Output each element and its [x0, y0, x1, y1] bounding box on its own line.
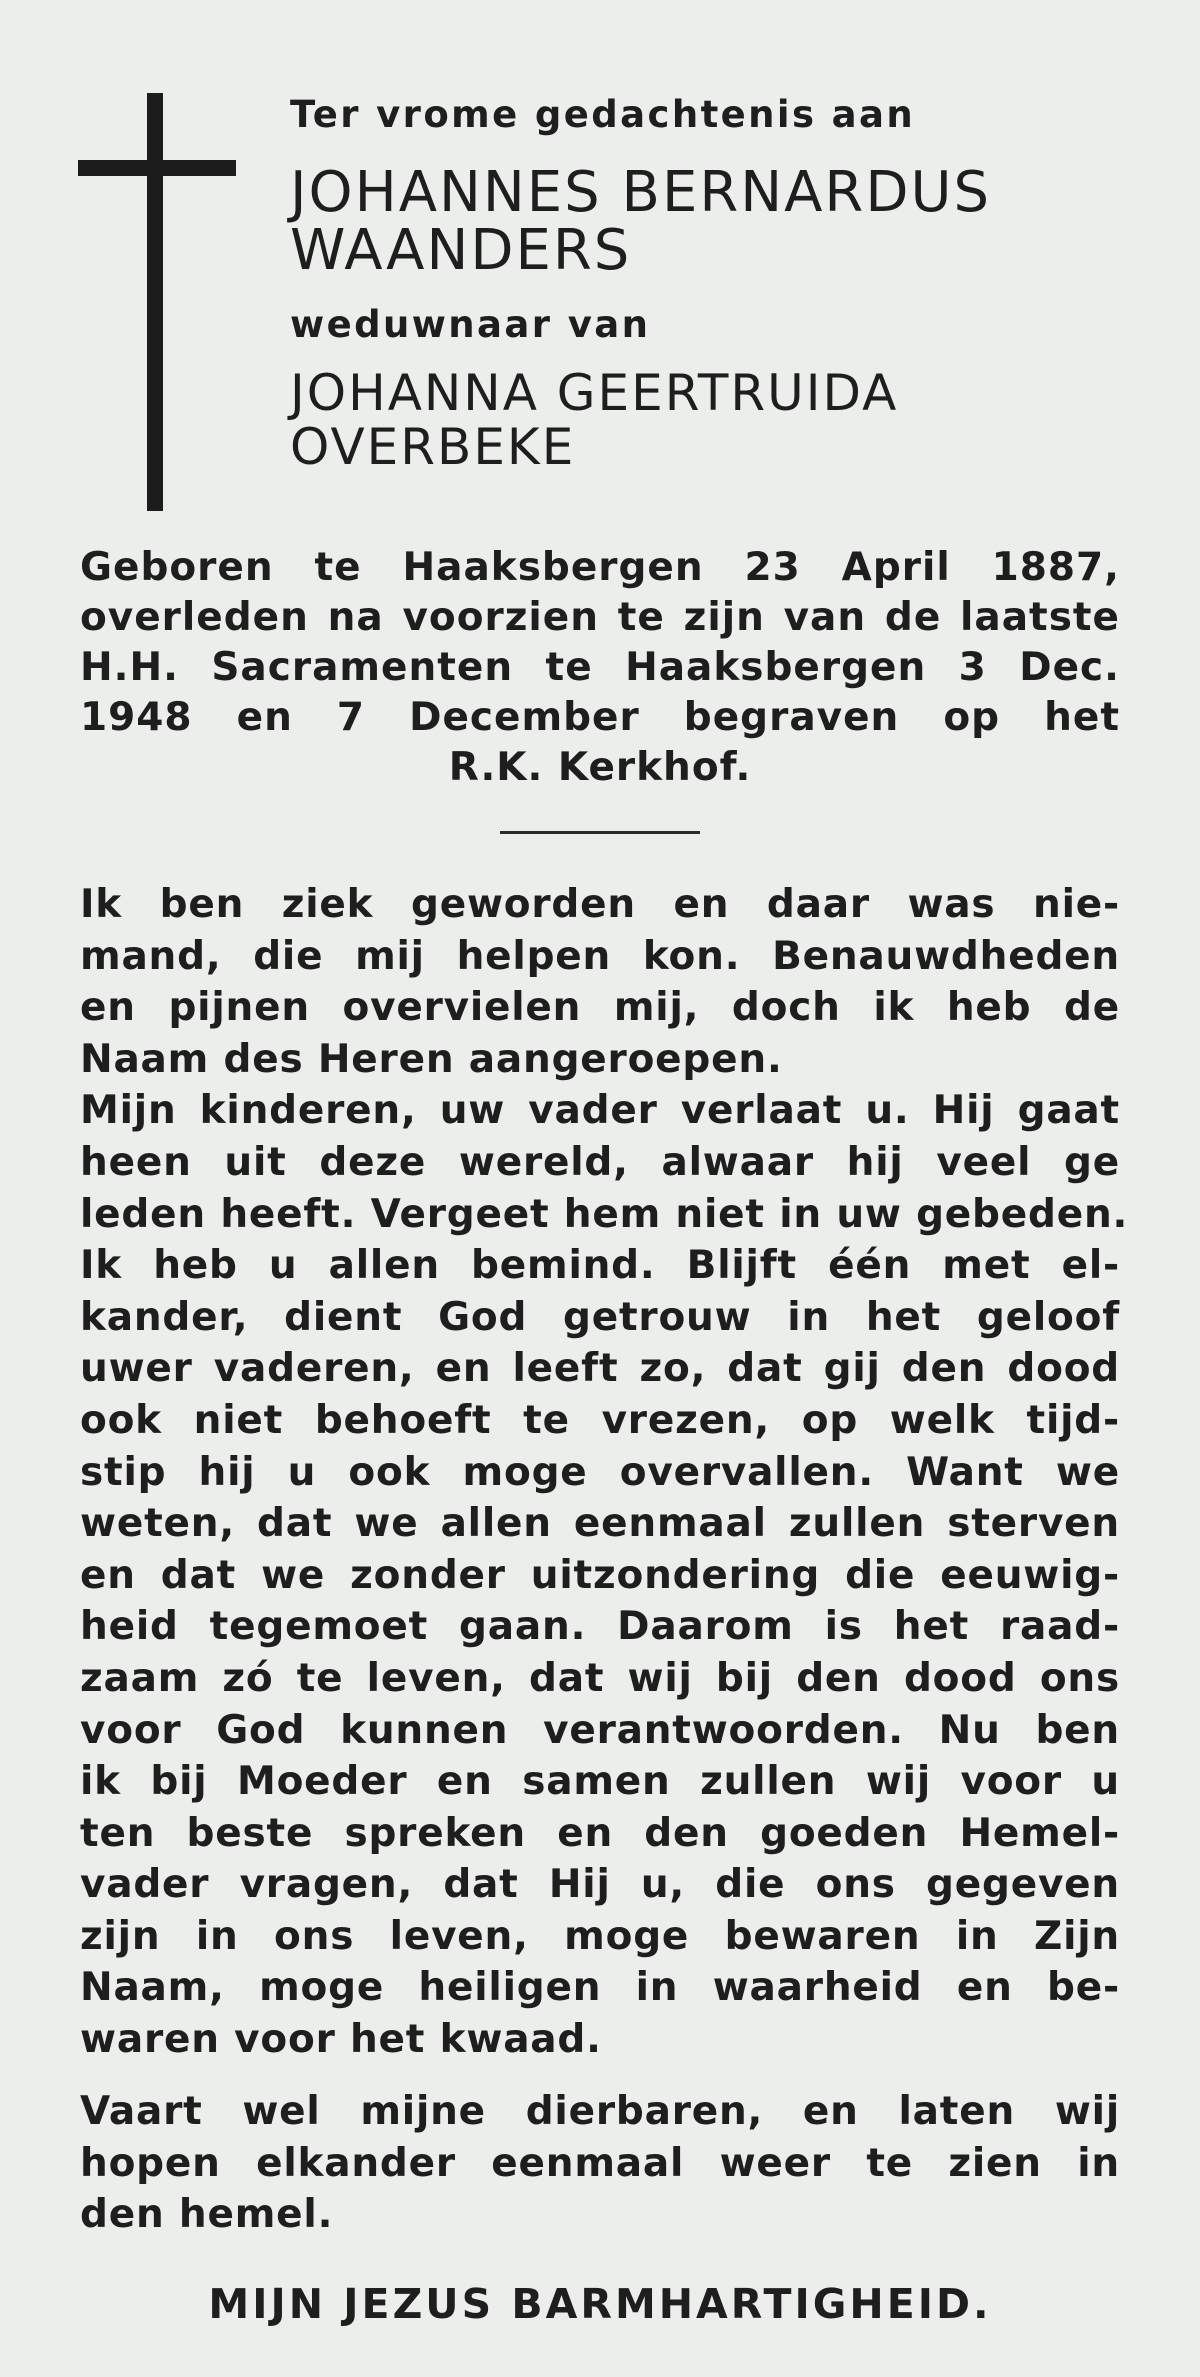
birth-line: 1948 en 7 December begraven op het — [80, 695, 1120, 740]
text-line: heen uit deze wereld, alwaar hij veel ge — [80, 1139, 1120, 1185]
birth-line: overleden na voorzien te zijn van de laatste — [80, 595, 1120, 640]
text-line: waren voor het kwaad. — [80, 2017, 602, 2063]
spouse-name-line1: JOHANNA GEERTRUIDA — [290, 364, 899, 422]
birth-death-details — [80, 543, 1120, 793]
text-line: ten beste spreken en den goeden Hemel- — [80, 1810, 1120, 1856]
birth-line: Geboren te Haaksbergen 23 April 1887, — [80, 545, 1120, 590]
farewell-line: den hemel. — [80, 2192, 334, 2238]
text-line: zijn in ons leven, moge bewaren in Zijn — [80, 1913, 1120, 1959]
deceased-name-line2: WAANDERS — [290, 218, 632, 283]
text-line: ik bij Moeder en samen zullen wij voor u — [80, 1759, 1120, 1805]
text-line: stip hij u ook moge overvallen. Want we — [80, 1449, 1120, 1495]
text-line: en pijnen overvielen mij, doch ik heb de — [80, 985, 1120, 1031]
text-line: Naam des Heren aangeroepen. — [80, 1036, 783, 1082]
deceased-name-line1: JOHANNES BERNARDUS — [290, 160, 991, 225]
divider — [500, 831, 700, 834]
text-line: uwer vaderen, en leeft zo, dat gij den dood — [80, 1346, 1120, 1392]
text-line: leden heeft. Vergeet hem niet in uw gebeden. — [80, 1191, 1129, 1237]
farewell-line: hopen elkander eenmaal weer te zien in — [80, 2140, 1120, 2186]
text-line: vader vragen, dat Hij u, die ons gegeven — [80, 1862, 1120, 1908]
text-line: Naam, moge heiligen in waarheid en be- — [80, 1965, 1120, 2011]
text-line: Ik ben ziek geworden en daar was nie- — [80, 882, 1120, 927]
text-line: kander, dient God getrouw in het geloof — [80, 1294, 1120, 1340]
cross-vertical-bar — [147, 93, 163, 511]
text-line: ook niet behoeft te vrezen, op welk tijd- — [80, 1397, 1120, 1443]
farewell-text — [80, 2086, 1120, 2241]
text-line: mand, die mij helpen kon. Benauwdheden — [80, 933, 1120, 979]
text-line: Ik heb u allen bemind. Blijft één met el- — [80, 1243, 1120, 1289]
farewell-line: Vaart wel mijne dierbaren, en laten wij — [80, 2089, 1120, 2134]
text-line: weten, dat we allen eenmaal zullen sterven — [80, 1501, 1120, 1547]
text-line: en dat we zonder uitzondering die eeuwig- — [80, 1552, 1120, 1598]
memorial-text — [80, 879, 1129, 2066]
closing-prayer: MIJN JEZUS BARMHARTIGHEID. — [208, 2280, 992, 2328]
birth-line: R.K. Kerkhof. — [448, 745, 752, 790]
spouse-name-line2: OVERBEKE — [290, 418, 576, 476]
cross-horizontal-bar — [78, 160, 236, 176]
text-line: Mijn kinderen, uw vader verlaat u. Hij gaat — [80, 1088, 1120, 1134]
header — [290, 92, 1150, 474]
text-line: heid tegemoet gaan. Daarom is het raad- — [80, 1604, 1120, 1650]
birth-line: H.H. Sacramenten te Haaksbergen 3 Dec. — [80, 645, 1120, 690]
memorial-title: Ter vrome gedachtenis aan — [290, 93, 916, 136]
text-line: zaam zó te leven, dat wij bij den dood ons — [80, 1655, 1120, 1701]
widower-of-label: weduwnaar van — [290, 303, 651, 346]
text-line: voor God kunnen verantwoorden. Nu ben — [80, 1707, 1120, 1753]
